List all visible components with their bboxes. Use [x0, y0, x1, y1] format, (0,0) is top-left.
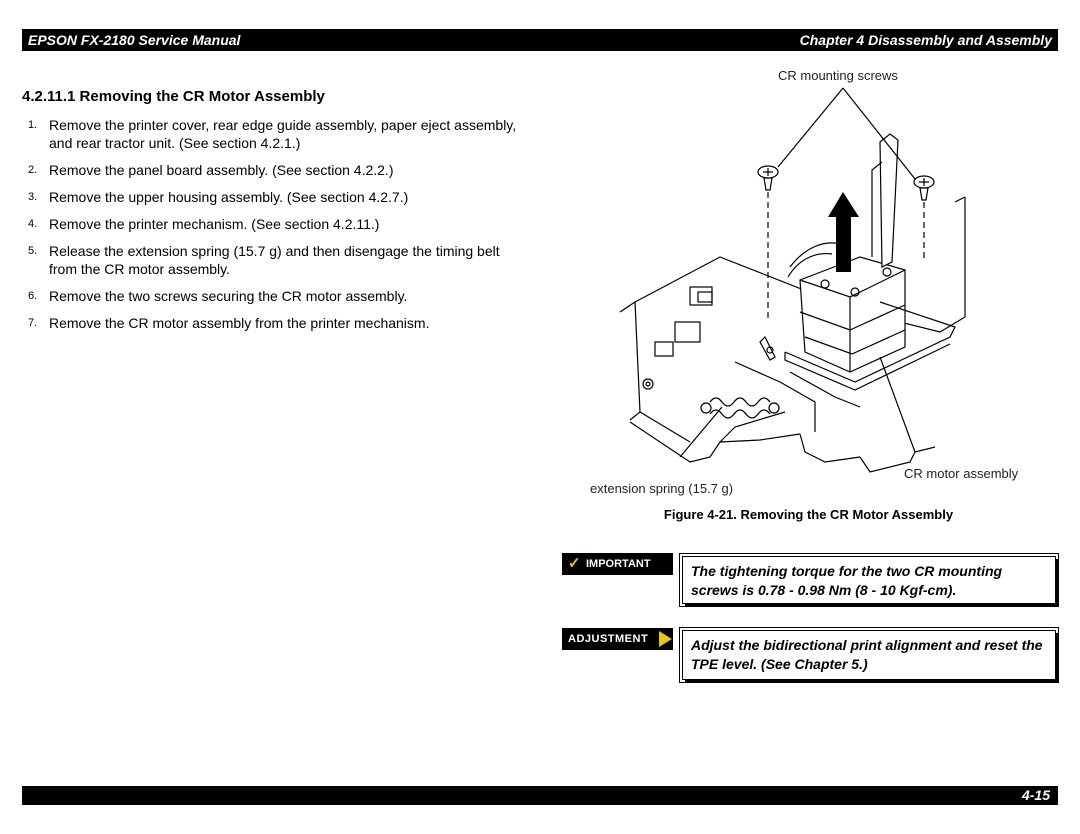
- step-item: [22, 116, 522, 152]
- important-note: [682, 556, 1056, 604]
- section-title: 4.2.11.1 Removing the CR Motor Assembly: [22, 88, 325, 105]
- adjustment-badge: [562, 628, 673, 650]
- screws-label: CR mounting screws: [778, 68, 898, 83]
- step-number: 5.: [28, 245, 38, 257]
- step-item: [22, 314, 522, 332]
- step-text: Remove the printer mechanism. (See section 4.2.11.): [49, 216, 380, 232]
- spring-label: extension spring (15.7 g): [590, 481, 734, 496]
- cr-motor-figure: [560, 62, 1060, 502]
- step-text: Remove the upper housing assembly. (See section 4.2.7.): [49, 189, 409, 205]
- step-item: [22, 215, 522, 233]
- motor-label: CR motor assembly: [904, 466, 1019, 481]
- step-number: 1.: [28, 119, 38, 131]
- checkmark-icon: ✓: [568, 555, 581, 572]
- procedure-steps: [22, 116, 522, 341]
- figure-caption: Figure 4-21. Removing the CR Motor Assembly: [663, 507, 954, 522]
- cr-motor-illustration: [560, 62, 1060, 502]
- step-item: [22, 242, 522, 278]
- step-text: Remove the printer cover, rear edge guide assembly, paper eject assembly, and rear tractor unit. (See section 4.2.1.): [49, 117, 517, 151]
- manual-title: EPSON FX-2180 Service Manual: [28, 32, 241, 48]
- step-text: Release the extension spring (15.7 g) and then disengage the timing belt from the CR motor assembly.: [49, 243, 500, 277]
- adjustment-note: [682, 630, 1056, 680]
- step-number: 7.: [28, 317, 38, 329]
- step-item: [22, 161, 522, 179]
- step-text: Remove the panel board assembly. (See section 4.2.2.): [49, 162, 394, 178]
- adjustment-note-text: Adjust the bidirectional print alignment and reset the TPE level. (See Chapter 5.): [691, 637, 1043, 672]
- step-item: [22, 287, 522, 305]
- step-number: 2.: [28, 164, 38, 176]
- chapter-title: Chapter 4 Disassembly and Assembly: [799, 32, 1052, 48]
- step-text: Remove the CR motor assembly from the printer mechanism.: [49, 315, 430, 331]
- step-number: 3.: [28, 191, 38, 203]
- important-badge-label: IMPORTANT: [586, 558, 651, 570]
- step-number: 6.: [28, 290, 38, 302]
- important-note-text: The tightening torque for the two CR mounting screws is 0.78 - 0.98 Nm (8 - 10 Kgf-cm).: [691, 563, 1003, 598]
- page-number: 4-15: [1021, 787, 1050, 803]
- arrow-right-icon: [659, 631, 672, 647]
- header-bar: [22, 29, 1058, 51]
- step-item: [22, 188, 522, 206]
- step-text: Remove the two screws securing the CR motor assembly.: [49, 288, 408, 304]
- adjustment-badge-label: ADJUSTMENT: [568, 633, 649, 645]
- step-number: 4.: [28, 218, 38, 230]
- important-badge: [562, 553, 673, 575]
- footer-bar: [22, 786, 1058, 805]
